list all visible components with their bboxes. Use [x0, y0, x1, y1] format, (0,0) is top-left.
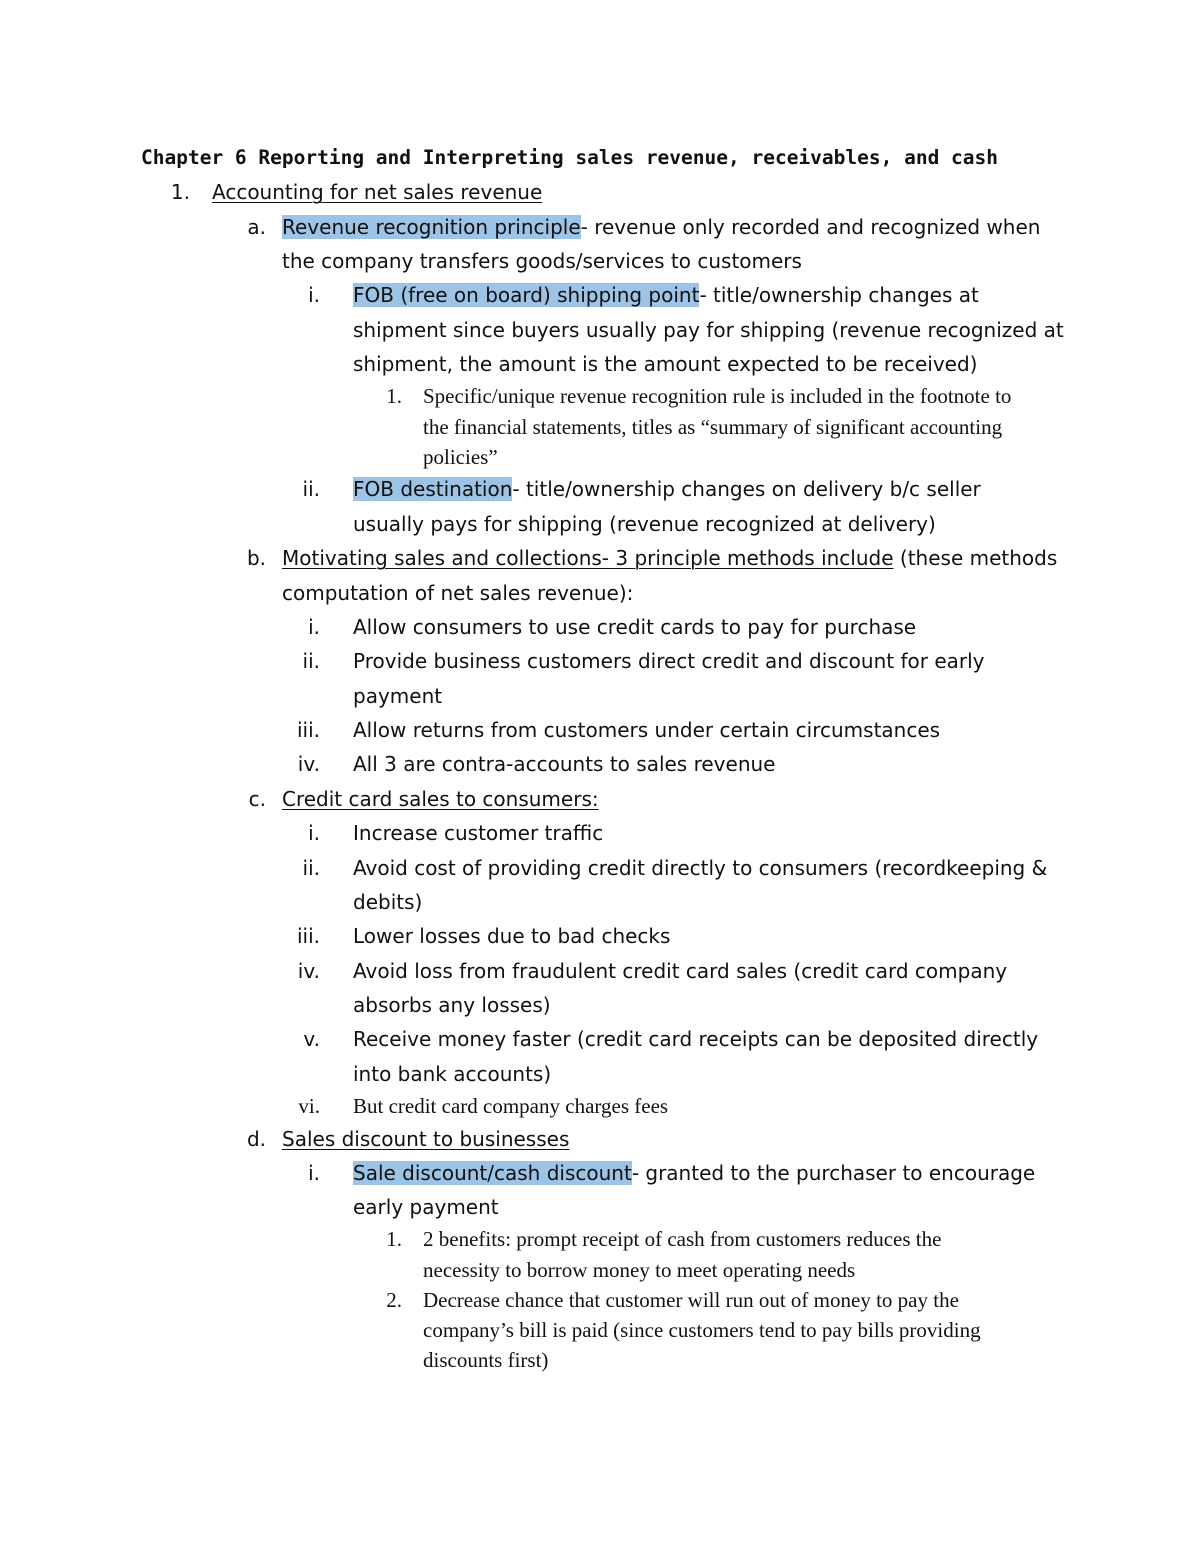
list-marker: b. [246, 546, 266, 570]
item-text-continued: policies” [423, 445, 498, 469]
list-item: Specific/unique revenue recognition rule is included in the footnote to [423, 384, 1012, 408]
subsection-heading: Motivating sales and collections- 3 principle methods include [282, 546, 894, 570]
list-marker: i. [308, 615, 320, 639]
list-item: Avoid loss from fraudulent credit card sales (credit card company [353, 959, 1008, 983]
list-item: Provide business customers direct credit and discount for early [353, 649, 985, 673]
list-item: 2 benefits: prompt receipt of cash from customers reduces the [423, 1227, 942, 1251]
list-item: Allow returns from customers under certain circumstances [353, 718, 941, 742]
list-marker: iii. [296, 924, 320, 948]
item-text-continued: company’s bill is paid (since customers tend to pay bills providing [423, 1318, 981, 1342]
list-marker: ii. [302, 649, 320, 673]
list-marker: iii. [296, 718, 320, 742]
item-text-continued: absorbs any losses) [353, 993, 551, 1017]
item-text-continued: the company transfers goods/services to customers [282, 249, 802, 273]
list-marker: ii. [302, 856, 320, 880]
item-text: - revenue only recorded and recognized when [580, 215, 1041, 239]
item-text-continued: debits) [353, 890, 423, 914]
list-marker: 1. [386, 1227, 402, 1251]
list-marker: a. [247, 215, 266, 239]
list-item: Avoid cost of providing credit directly to consumers (recordkeeping & [353, 856, 1048, 880]
list-item: Increase customer traffic [353, 821, 604, 845]
item-text-continued: payment [353, 684, 443, 708]
list-marker: v. [303, 1027, 320, 1051]
list-item: Decrease chance that customer will run out of money to pay the [423, 1288, 959, 1312]
item-text: - granted to the purchaser to encourage [631, 1161, 1036, 1185]
section-heading: Accounting for net sales revenue [212, 180, 543, 204]
highlighted-term: Sale discount/cash discount [353, 1161, 632, 1185]
list-marker: i. [308, 821, 320, 845]
list-marker: c. [248, 787, 266, 811]
subsection-heading: Credit card sales to consumers: [282, 787, 599, 811]
item-text-continued: shipment since buyers usually pay for shipping (revenue recognized at [353, 318, 1064, 342]
item-text-continued: discounts first) [423, 1348, 549, 1372]
list-marker: d. [246, 1127, 266, 1151]
highlighted-term: FOB (free on board) shipping point [353, 283, 700, 307]
item-text: - title/ownership changes at [699, 283, 979, 307]
item-text-continued: computation of net sales revenue): [282, 581, 634, 605]
list-item: Receive money faster (credit card receipts can be deposited directly [353, 1027, 1039, 1051]
item-text-continued: into bank accounts) [353, 1062, 552, 1086]
item-text-continued: necessity to borrow money to meet operating needs [423, 1258, 856, 1282]
list-item [353, 280, 979, 310]
item-text-continued: usually pays for shipping (revenue recognized at delivery) [353, 512, 936, 536]
list-marker: 1. [386, 384, 402, 408]
list-marker: ii. [302, 477, 320, 501]
list-item: Allow consumers to use credit cards to pay for purchase [353, 615, 917, 639]
item-text-continued: the financial statements, titles as “summary of significant accounting [423, 415, 1003, 439]
item-text-continued: early payment [353, 1195, 499, 1219]
list-item [282, 212, 1040, 242]
highlighted-term: FOB destination [353, 477, 513, 501]
list-item: Lower losses due to bad checks [353, 924, 671, 948]
list-marker: 1. [170, 180, 190, 204]
list-marker: vi. [298, 1094, 320, 1118]
list-item: But credit card company charges fees [353, 1094, 669, 1118]
list-item [282, 543, 1057, 573]
list-item [353, 1158, 1035, 1188]
list-marker: i. [308, 283, 320, 307]
highlighted-term: Revenue recognition principle [282, 215, 581, 239]
list-item: All 3 are contra-accounts to sales revenue [353, 752, 776, 776]
list-marker: i. [308, 1161, 320, 1185]
list-marker: iv. [297, 752, 320, 776]
subsection-heading: Sales discount to businesses [282, 1127, 570, 1151]
item-text: - title/ownership changes on delivery b/c seller [512, 477, 981, 501]
list-marker: 2. [386, 1288, 402, 1312]
page-title: Chapter 6 Reporting and Interpreting sales revenue, receivables, and cash [141, 146, 999, 169]
list-marker: iv. [297, 959, 320, 983]
list-item [353, 474, 981, 504]
item-text: (these methods [893, 546, 1058, 570]
item-text-continued: shipment, the amount is the amount expected to be received) [353, 352, 978, 376]
